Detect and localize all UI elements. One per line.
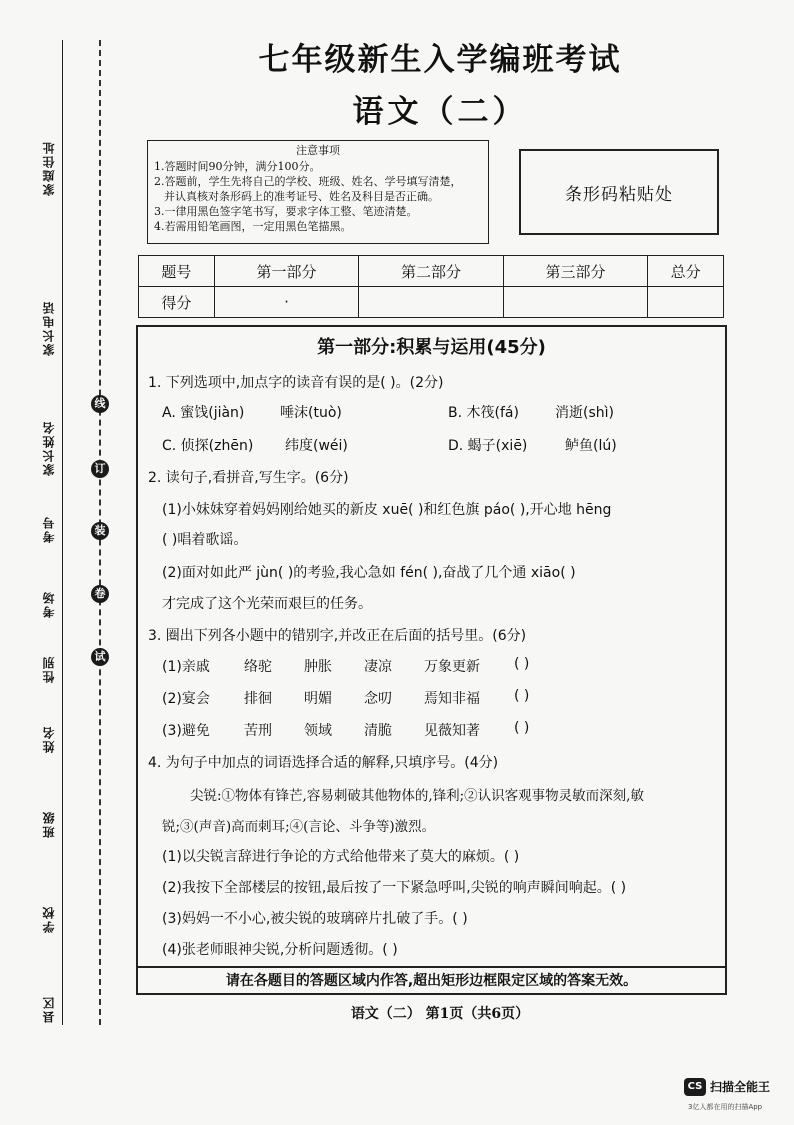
scanner-app-name: 扫描全能王 bbox=[710, 1080, 771, 1094]
answer-boundary-note: 请在各题目的答题区域内作答,超出矩形边框限定区域的答案无效。 bbox=[136, 966, 727, 995]
label-gender: 性别 bbox=[42, 655, 56, 683]
part1-title: 第一部分:积累与运用(45分) bbox=[317, 337, 546, 358]
q3-word: 见薇知著 bbox=[424, 723, 480, 739]
scanner-app-tagline: 3亿人都在用的扫描App bbox=[688, 1103, 763, 1111]
seal-paper: 卷 bbox=[91, 585, 109, 603]
q3-word: 排徊 bbox=[244, 691, 272, 707]
notice-item: 3.一律用黑色签字笔书写，要求字体工整、笔迹清楚。 bbox=[154, 205, 418, 218]
q1-option: 消逝(shì) bbox=[555, 405, 614, 421]
q4-explanation: 尖锐:①物体有锋芒,容易刺破其他物体的,锋利;②认识客观事物灵敏而深刻,敏 bbox=[190, 788, 644, 804]
notice-item: 1.答题时间90分钟，满分100分。 bbox=[154, 160, 321, 173]
q2-line: (1)小妹妹穿着妈妈刚给她买的新皮 xuē( )和红色旗 páo( ),开心地 hēng bbox=[162, 502, 612, 518]
label-name: 姓名 bbox=[42, 725, 56, 753]
q3-word: 万象更新 bbox=[424, 659, 480, 675]
label-home-address: 家庭住址 bbox=[42, 140, 56, 196]
q4-stem: 4. 为句子中加点的词语选择合适的解释,只填序号。(4分) bbox=[148, 755, 499, 771]
q3-answer-blank[interactable]: ( ) bbox=[514, 720, 530, 736]
q4-item: (1)以尖锐言辞进行争论的方式给他带来了莫大的麻烦。( ) bbox=[162, 849, 520, 865]
score-cell[interactable]: · bbox=[214, 287, 359, 318]
label-district: 县区 bbox=[42, 995, 56, 1023]
q1-option: A. 蜜饯(jiàn) bbox=[162, 405, 245, 421]
q1-option: 唾沫(tuò) bbox=[280, 405, 342, 421]
label-school: 学校 bbox=[42, 905, 56, 933]
q4-item: (4)张老师眼神尖锐,分析问题透彻。( ) bbox=[162, 942, 398, 958]
q1-option: 纬度(wéi) bbox=[285, 438, 348, 454]
seal-bind: 订 bbox=[91, 460, 109, 478]
q3-word: 焉知非福 bbox=[424, 691, 480, 707]
score-header-cell: 总分 bbox=[648, 256, 724, 287]
seal-line: 线 bbox=[91, 395, 109, 413]
q1-option: D. 蝎子(xiē) bbox=[448, 438, 528, 454]
q2-line: (2)面对如此严 jùn( )的考验,我心急如 fén( ),奋战了几个通 xiāo( ) bbox=[162, 565, 576, 581]
barcode-area: 条形码粘贴处 bbox=[519, 149, 719, 235]
label-exam-number: 考号 bbox=[42, 515, 56, 543]
q3-answer-blank[interactable]: ( ) bbox=[514, 688, 530, 704]
binding-line bbox=[62, 40, 63, 1025]
score-cell[interactable] bbox=[648, 287, 724, 318]
q3-word: (1)亲戚 bbox=[162, 659, 210, 675]
label-class: 班级 bbox=[42, 810, 56, 838]
seal-test: 试 bbox=[91, 648, 109, 666]
score-table bbox=[138, 255, 724, 318]
q3-word: (3)避免 bbox=[162, 723, 210, 739]
score-cell[interactable] bbox=[359, 287, 504, 318]
score-header-cell: 第二部分 bbox=[359, 256, 504, 287]
exam-title: 七年级新生入学编班考试 bbox=[258, 42, 622, 78]
q1-option: C. 侦探(zhēn) bbox=[162, 438, 254, 454]
q3-word: 肿胀 bbox=[304, 659, 332, 675]
q1-option: 鲈鱼(lú) bbox=[565, 438, 617, 454]
q2-stem: 2. 读句子,看拼音,写生字。(6分) bbox=[148, 470, 349, 486]
q3-word: 念叨 bbox=[364, 691, 392, 707]
q3-word: 明媚 bbox=[304, 691, 332, 707]
notice-box bbox=[147, 140, 489, 244]
q4-explanation: 锐;③(声音)高而刺耳;④(言论、斗争等)激烈。 bbox=[162, 819, 436, 835]
score-row-label: 得分 bbox=[139, 287, 215, 318]
q3-word: 络驼 bbox=[244, 659, 272, 675]
q2-line: 才完成了这个光荣而艰巨的任务。 bbox=[162, 596, 372, 612]
seal-mount: 装 bbox=[91, 522, 109, 540]
q3-answer-blank[interactable]: ( ) bbox=[514, 656, 530, 672]
score-header-cell: 题号 bbox=[139, 256, 215, 287]
q3-word: 清脆 bbox=[364, 723, 392, 739]
q3-word: 领域 bbox=[304, 723, 332, 739]
label-parent-name: 家长姓名 bbox=[42, 420, 56, 476]
q3-stem: 3. 圈出下列各小题中的错别字,并改正在后面的括号里。(6分) bbox=[148, 628, 527, 644]
q1-stem: 1. 下列选项中,加点字的读音有误的是( )。(2分) bbox=[148, 375, 444, 391]
q4-item: (3)妈妈一不小心,被尖锐的玻璃碎片扎破了手。( ) bbox=[162, 911, 468, 927]
q3-word: 凄凉 bbox=[364, 659, 392, 675]
q4-item: (2)我按下全部楼层的按钮,最后按了一下紧急呼叫,尖锐的响声瞬间响起。( ) bbox=[162, 880, 627, 896]
notice-title: 注意事项 bbox=[296, 144, 340, 157]
scanner-logo-icon: CS bbox=[684, 1078, 706, 1096]
q3-word: (2)宴会 bbox=[162, 691, 210, 707]
q3-word: 苦刑 bbox=[244, 723, 272, 739]
score-cell[interactable] bbox=[503, 287, 648, 318]
score-value-row bbox=[139, 287, 724, 318]
page-footer: 语文（二） 第1页（共6页） bbox=[350, 1006, 530, 1022]
label-parent-phone: 家长电话 bbox=[42, 300, 56, 356]
score-header-cell: 第一部分 bbox=[214, 256, 359, 287]
notice-item: 4.若需用铅笔画图，一定用黑色笔描黑。 bbox=[154, 220, 352, 233]
score-header-row bbox=[139, 256, 724, 287]
notice-item: 2.答题前，学生先将自己的学校、班级、姓名、学号填写清楚， bbox=[154, 175, 462, 188]
q1-option: B. 木筏(fá) bbox=[448, 405, 519, 421]
notice-item: 并认真核对条形码上的准考证号、姓名及科目是否正确。 bbox=[164, 190, 439, 203]
exam-subtitle: 语文（二） bbox=[352, 94, 528, 130]
label-exam-room: 考场 bbox=[42, 590, 56, 618]
q2-line: ( )唱着歌谣。 bbox=[162, 532, 248, 548]
score-header-cell: 第三部分 bbox=[503, 256, 648, 287]
